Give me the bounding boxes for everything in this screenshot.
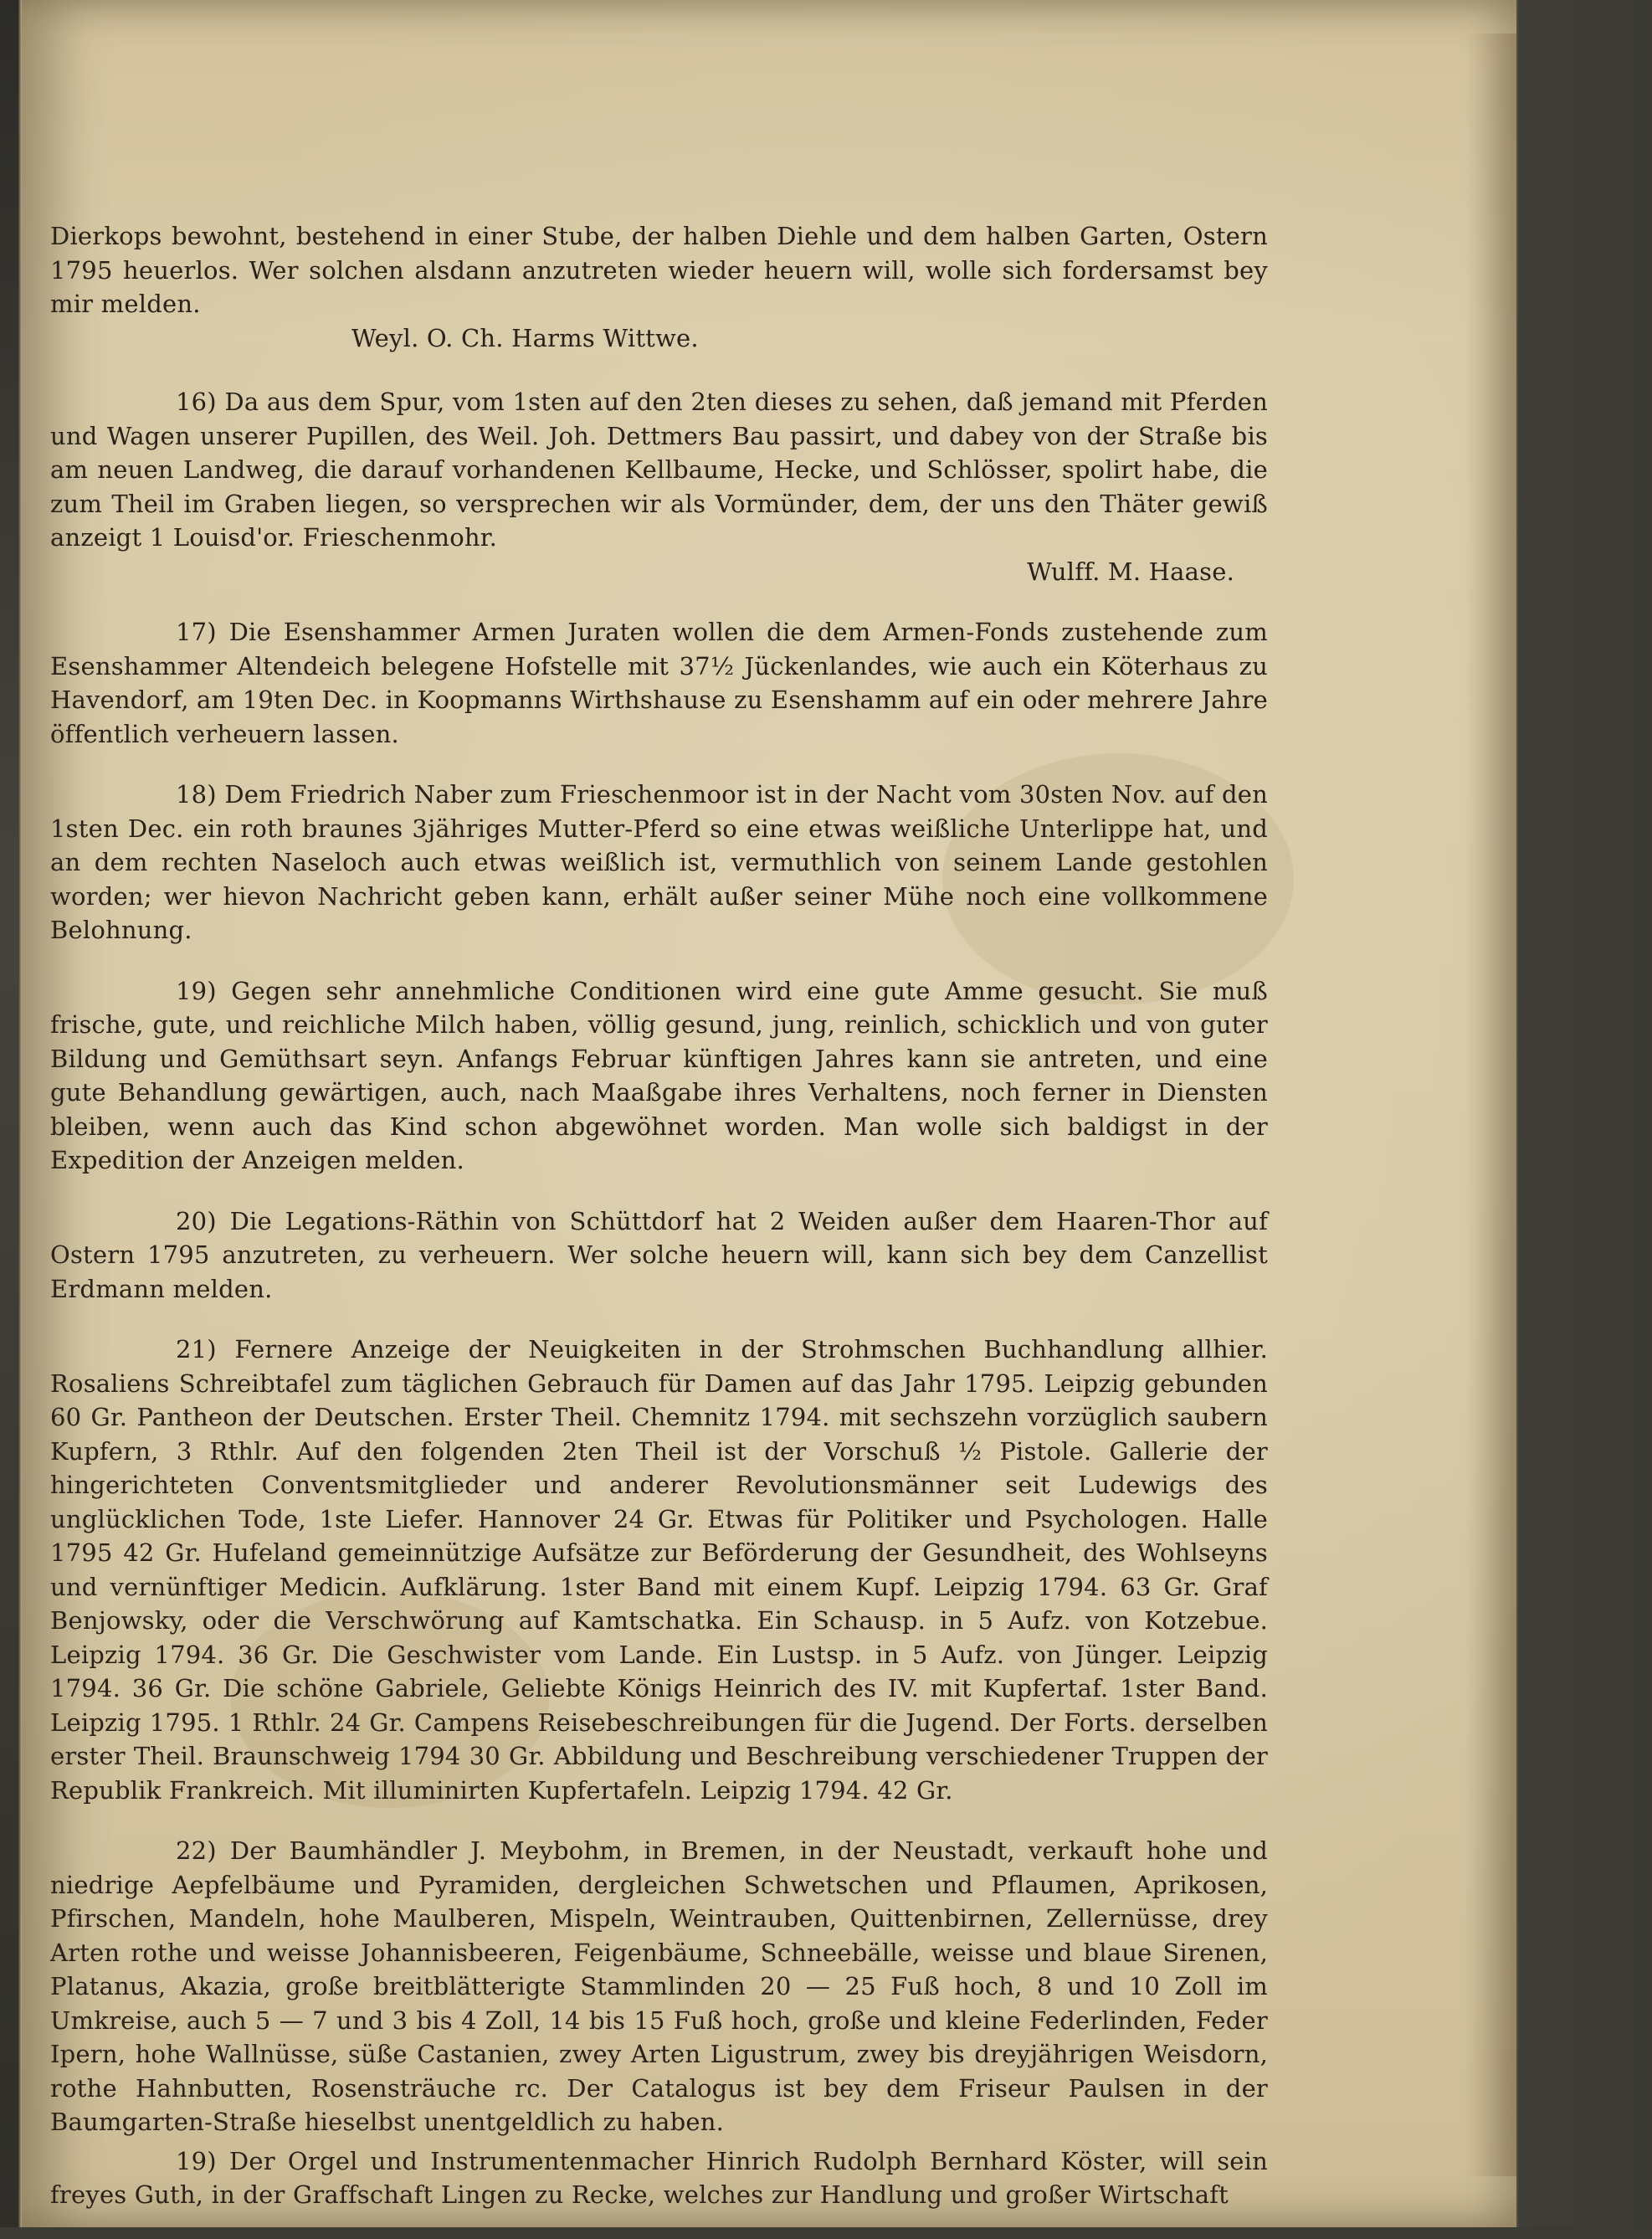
document-page xyxy=(22,0,1516,2227)
entry-20 xyxy=(50,1204,1268,1307)
page-text xyxy=(50,219,1268,2239)
entry-21 xyxy=(50,1333,1268,1807)
entry-number: 22) xyxy=(176,1836,230,1865)
entry-text: Da aus dem Spur, vom 1sten auf den 2ten dieses zu sehen, daß jemand mit Pferden und Wagen unserer Pupillen, des Weil. Joh. Dettmers Bau passirt, und dabey von der Straße bis am neuen Landweg, die darauf vorhandenen Kellbaume, Hecke, und Schlösser, spolirt habe, die zum Theil im Graben liegen, so versprechen wir als Vormünder, dem, der uns den Thäter gewiß anzeigt 1 Louisd'or. Frieschenmohr. xyxy=(50,388,1268,552)
entry-number: 16) xyxy=(176,388,225,416)
entry-number: 20) xyxy=(176,1206,230,1235)
entry-text: Dem Friedrich Naber zum Frieschenmoor ist in der Nacht vom 30sten Nov. auf den 1sten Dec. ein roth braunes 3jähriges Mutter-Pferd so eine etwas weißliche Unterlippe hat, und an dem rechten Naseloch auch etwas weißlich ist, vermuthlich von seinem Lande gestohlen worden; wer hievon Nachricht geben kann, erhält außer seiner Mühe noch eine vollkommene Belohnung. xyxy=(50,780,1269,944)
entry-signature: Wulff. M. Haase. xyxy=(1027,557,1234,586)
entry-text: Der Baumhändler J. Meybohm, in Bremen, in der Neustadt, verkauft hohe und niedrige Aepfelbäume und Pyramiden, dergleichen Schwetschen und Pflaumen, Aprikosen, Pfirschen, Mandeln, hohe Maulberen, Mispeln, Weintrauben, Quittenbirnen, Zellernüsse, drey Arten rothe und weisse Johannisbeeren, Feigenbäume, Schneebälle, weisse und blaue Sirenen, Platanus, Akazia, große breitblätterigte Stammlinden 20 — 25 Fuß hoch, 8 und 10 Zoll im Umkreise, auch 5 — 7 und 3 bis 4 Zoll, 14 bis 15 Fuß hoch, große und kleine Federlinden, Feder Ipern, hohe Wallnüsse, süße Castanien, zwey Arten Ligustrum, zwey bis dreyjährigen Weisdorn, rothe Hahnbutten, Rosensträuche rc. Der Catalogus ist bey dem Friseur Paulsen in der Baumgarten-Straße hieselbst unentgeldlich zu haben. xyxy=(50,1836,1269,2136)
intro-continuation xyxy=(50,219,1268,355)
intro-text: Dierkops bewohnt, bestehend in einer Stube, der halben Diehle und dem halben Garten, Ostern 1795 heuerlos. Wer solchen alsdann anzutreten wieder heuern will, wolle sich fordersamst bey mir melden. xyxy=(50,222,1268,318)
entry-22 xyxy=(50,1834,1268,2139)
entry-text: Die Esenshammer Armen Juraten wollen die dem Armen-Fonds zustehende zum Esenshammer Altendeich belegene Hofstelle mit 37½ Jückenlandes, wie auch ein Köterhaus zu Havendorf, am 19ten Dec. in Koopmanns Wirthshause zu Esenshamm auf ein oder mehrere Jahre öffentlich verheuern lassen. xyxy=(50,618,1268,748)
entry-text: Fernere Anzeige der Neuigkeiten in der Strohmschen Buchhandlung allhier. Rosaliens Schreibtafel zum täglichen Gebrauch für Damen auf das Jahr 1795. Leipzig gebunden 60 Gr. Pantheon der Deutschen. Erster Theil. Chemnitz 1794. mit sechszehn vorzüglich saubern Kupfern, 3 Rthlr. Auf den folgenden 2ten Theil ist der Vorschuß ½ Pistole. Gallerie der hingerichteten Conventsmitglieder und anderer Revolutionsmänner seit Ludewigs des unglücklichen Tode, 1ste Liefer. Hannover 24 Gr. Etwas für Politiker und Psychologen. Halle 1795 42 Gr. Hufeland gemeinnützige Aufsätze zur Beförderung der Gesundheit, des Wohlseyns und vernünftiger Medicin. Aufklärung. 1ster Band mit einem Kupf. Leipzig 1794. 63 Gr. Graf Benjowsky, oder die Verschwörung auf Kamtschatka. Ein Schausp. in 5 Aufz. von Kotzebue. Leipzig 1794. 36 Gr. Die Geschwister vom Lande. Ein Lustsp. in 5 Aufz. von Jünger. Leipzig 1794. 36 Gr. Die schöne Gabriele, Geliebte Königs Heinrich des IV. mit Kupfertaf. 1ster Band. Leipzig 1795. 1 Rthlr. 24 Gr. Campens Reisebeschreibungen für die Jugend. Der Forts. derselben erster Theil. Braunschweig 1794 30 Gr. Abbildung und Beschreibung verschiedener Truppen der Republik Frankreich. Mit illuminirten Kupfertafeln. Leipzig 1794. 42 Gr. xyxy=(50,1335,1269,1805)
entry-19b xyxy=(50,2144,1268,2212)
entry-18 xyxy=(50,778,1268,947)
entry-number: 21) xyxy=(176,1335,235,1363)
entry-16 xyxy=(50,385,1268,588)
book-binding xyxy=(0,0,18,2227)
entry-19 xyxy=(50,974,1268,1178)
entry-number: 19) xyxy=(176,2146,229,2175)
entry-text: Gegen sehr annehmliche Conditionen wird eine gute Amme gesucht. Sie muß frische, gute, und reichliche Milch haben, völlig gesund, jung, reinlich, schicklich und von guter Bildung und Gemüthsart seyn. Anfangs Februar künftigen Jahres kann sie antreten, und eine gute Behandlung gewärtigen, auch, nach Maaßgabe ihres Verhaltens, noch ferner in Diensten bleiben, wenn auch das Kind schon abgewöhnet worden. Man wolle sich baldigst in der Expedition der Anzeigen melden. xyxy=(50,976,1268,1174)
entry-text: Der Orgel und Instrumentenmacher Hinrich Rudolph Bernhard Köster, will sein freyes Guth, in der Graffschaft Lingen zu Recke, welches zur Handlung und großer Wirtschaft xyxy=(50,2146,1268,2209)
entry-number: 18) xyxy=(176,780,225,809)
entry-number: 19) xyxy=(176,976,232,1005)
entry-17 xyxy=(50,615,1268,751)
entry-text: Die Legations-Räthin von Schüttdorf hat 2 Weiden außer dem Haaren-Thor auf Ostern 1795 anzutreten, zu verheuern. Wer solche heuern will, kann sich bey dem Canzellist Erdmann melden. xyxy=(50,1206,1268,1303)
entry-number: 17) xyxy=(176,618,229,646)
intro-signature: Weyl. O. Ch. Harms Wittwe. xyxy=(351,323,699,352)
